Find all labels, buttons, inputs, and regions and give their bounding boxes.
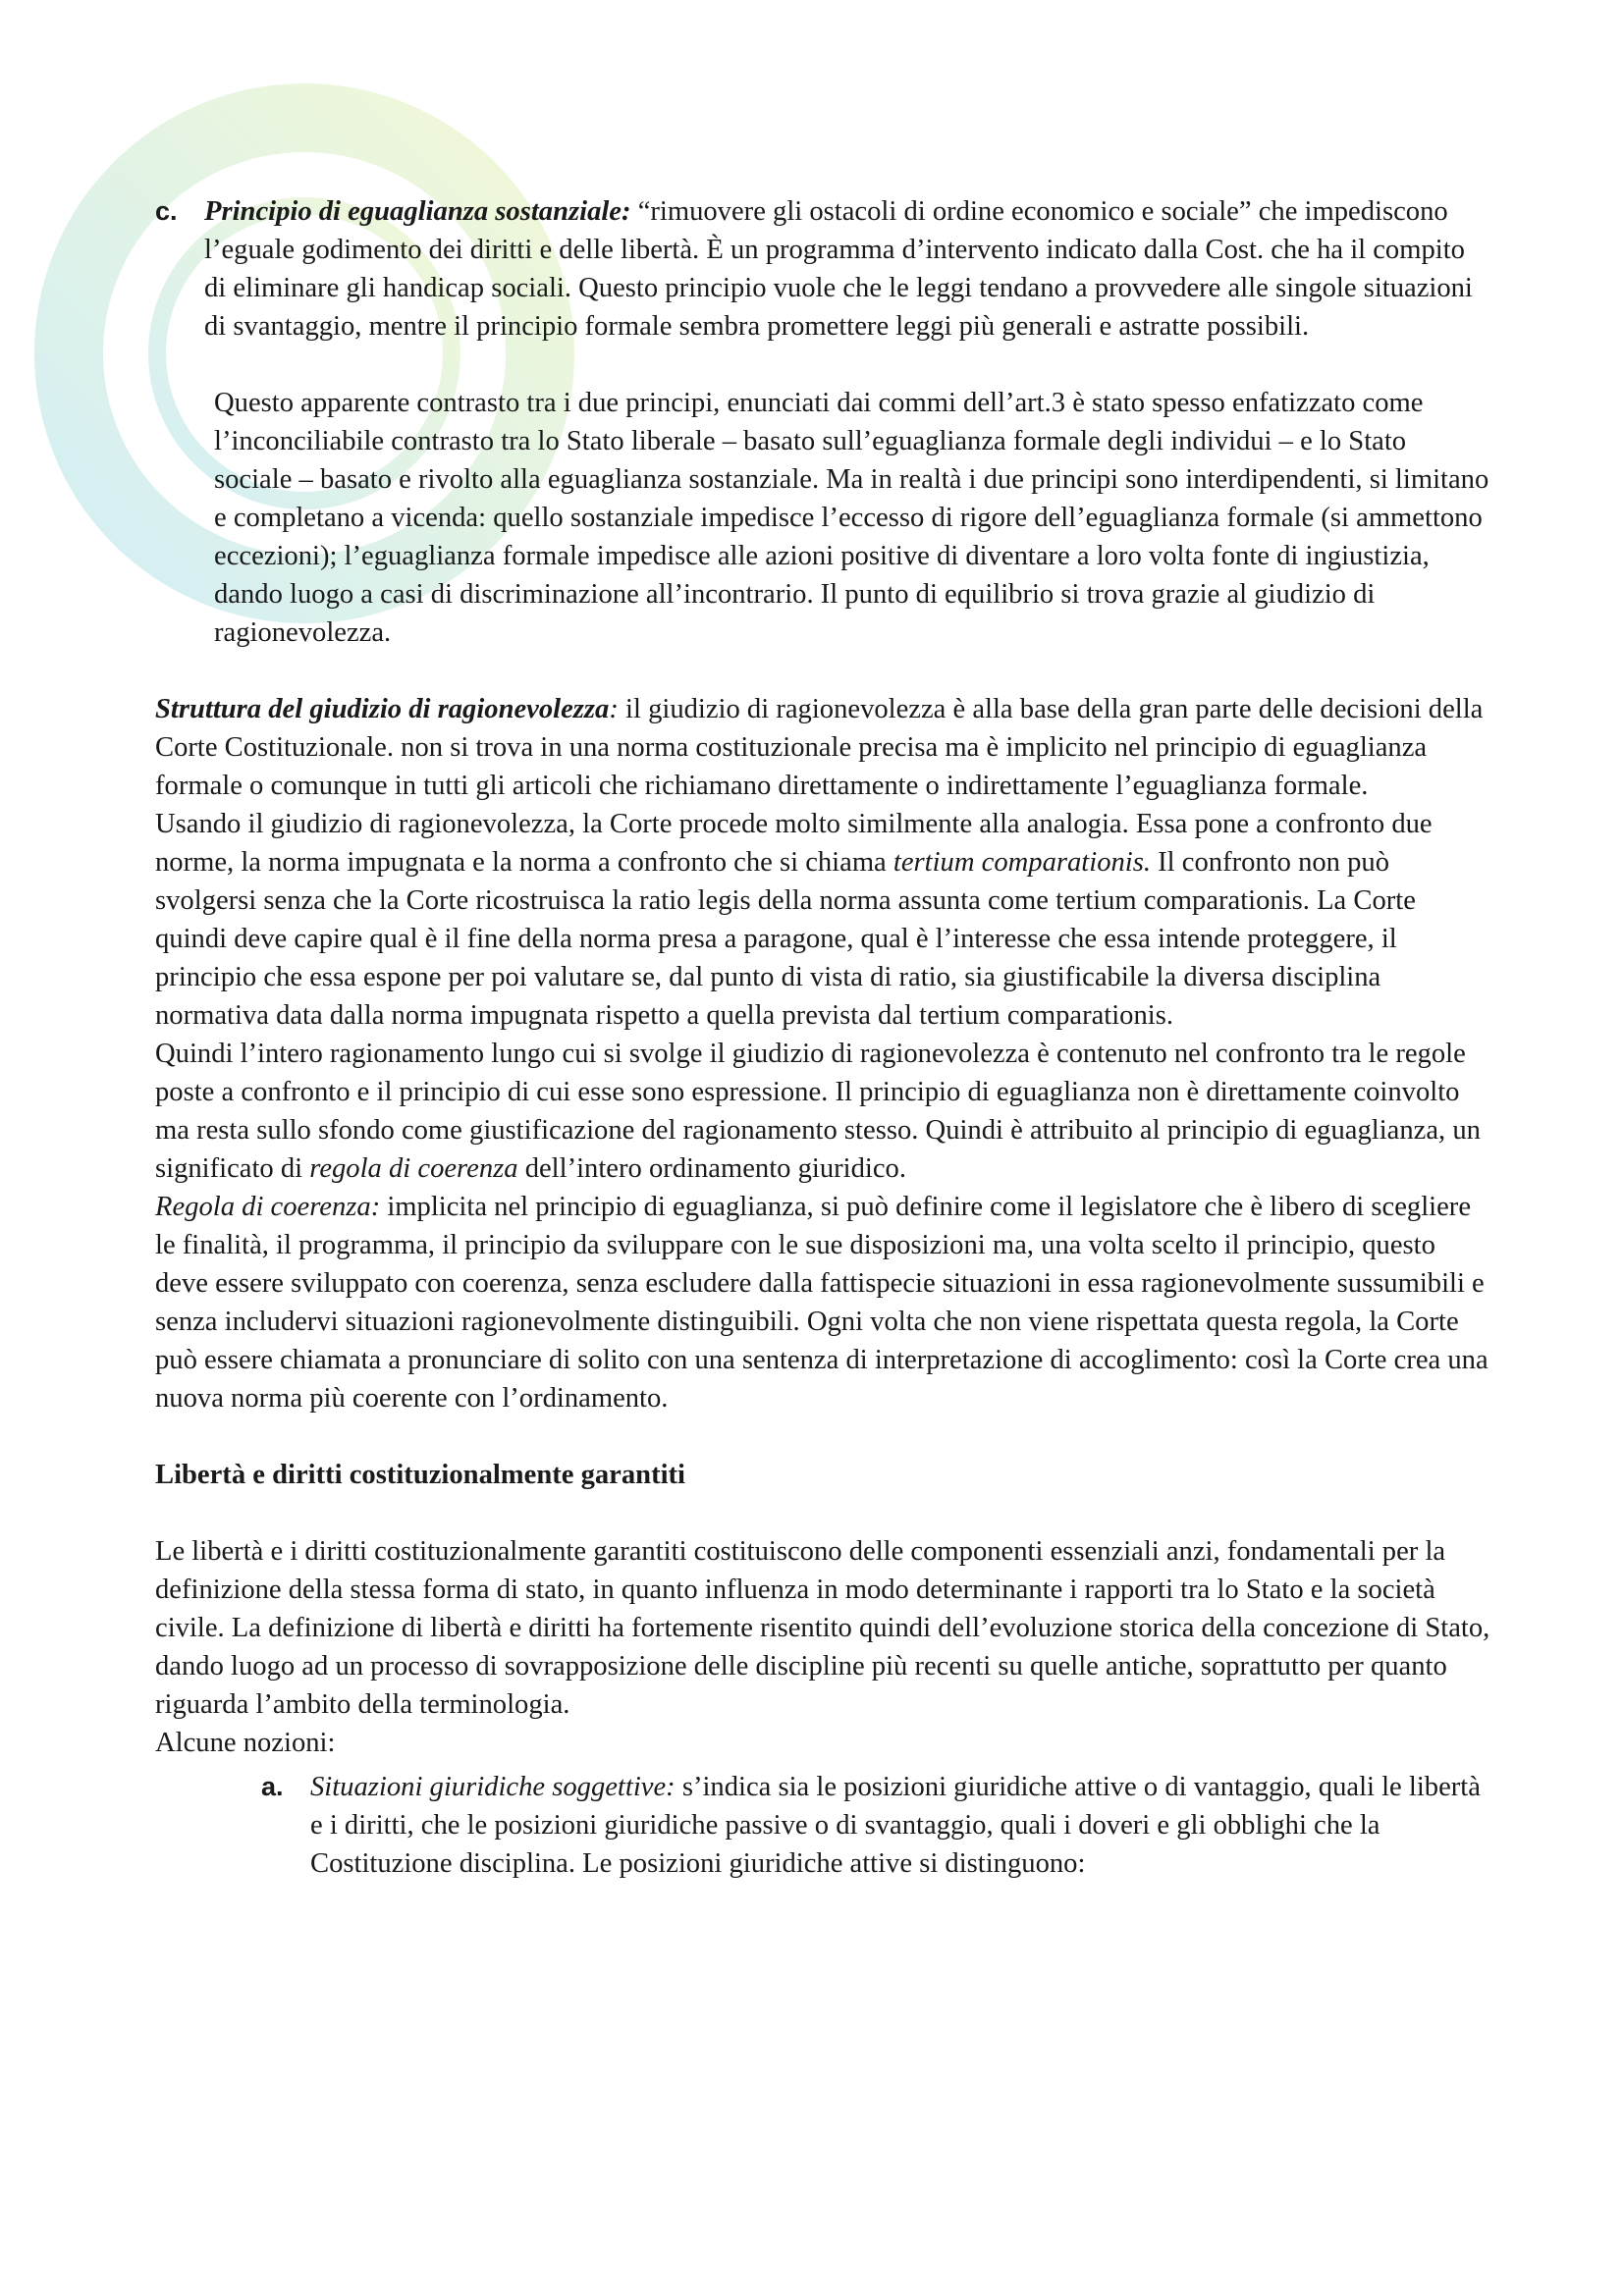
list-item-c <box>155 192 1490 346</box>
term-regola-coerenza: Regola di coerenza: <box>155 1192 381 1222</box>
term-tertium-comparationis: tertium comparationis. <box>893 847 1152 878</box>
paragraph-nozioni: Alcune nozioni: <box>155 1728 336 1758</box>
term-struttura-giudizio: Struttura del giudizio di ragionevolezza <box>155 694 610 724</box>
paragraph-situazioni-giuridiche <box>310 1768 1490 1883</box>
text-quindi-1: Quindi l’intero ragionamento lungo cui si svolge il giudizio di ragionevolezza è contenuto nel confronto tra le regole poste a confronto e il principio di cui esse sono espressione. Il principio di eguaglianza non è direttamente coinvolto ma resta sullo sfondo come giustificazione del ragionamento stesso. Quindi è attribuito al principio di eguaglianza, un significato di <box>155 1039 1481 1184</box>
paragraph-quindi <box>155 1035 1490 1188</box>
term-eguaglianza-sostanziale: Principio di eguaglianza sostanziale: <box>204 196 631 227</box>
term-struttura-colon: : <box>609 694 619 724</box>
term-situazioni-giuridiche: Situazioni giuridiche soggettive: <box>310 1772 676 1802</box>
list-marker-a: a. <box>261 1772 284 1801</box>
text-quindi-2: dell’intero ordinamento giuridico. <box>517 1153 906 1184</box>
document-page <box>155 192 1490 1883</box>
list-marker-c: c. <box>155 196 178 226</box>
text-analogia-2: Il confronto non può svolgersi senza che la Corte ricostruisca la ratio legis della norma assunta come tertium comparationis. La Corte quindi deve capire qual è il fine della norma presa a paragone, qual è l’interesse che essa intende proteggere, il principio che essa espone per poi valutare se, dal punto di vista di ratio, sia giustificabile la diversa disciplina normativa data dalla norma impugnata rispetto a quella prevista dal tertium comparationis. <box>155 847 1416 1031</box>
paragraph-analogia <box>155 805 1490 1035</box>
quote-rimuovere: “rimuovere gli ostacoli di ordine economico e sociale” <box>637 196 1252 227</box>
paragraph-contrasto: Questo apparente contrasto tra i due principi, enunciati dai commi dell’art.3 è stato spesso enfatizzato come l’inconciliabile contrasto tra lo Stato liberale – basato sull’eguaglianza formale degli individui – e lo Stato sociale – basato e rivolto alla eguaglianza sostanziale. Ma in realtà i due principi sono interdipendenti, si limitano e completano a vicenda: quello sostanziale impedisce l’eccesso di rigore dell’eguaglianza formale (si ammettono eccezioni); l’eguaglianza formale impedisce alle azioni positive di diventare a loro volta fonte di ingiustizia, dando luogo a casi di discriminazione all’incontrario. Il punto di equilibrio si trova grazie al giudizio di ragionevolezza. <box>214 388 1489 648</box>
paragraph-struttura <box>155 690 1490 805</box>
paragraph-liberta: Le libertà e i diritti costituzionalmente garantiti costituiscono delle componenti essenziali anzi, fondamentali per la definizione della stessa forma di stato, in quanto influenza in modo determinante i rapporti tra lo Stato e la società civile. La definizione di libertà e diritti ha fortemente risentito quindi dell’evoluzione storica della concezione di Stato, dando luogo ad un processo di sovrapposizione delle discipline più recenti su quelle antiche, soprattutto per quanto riguarda l’ambito della terminologia. <box>155 1536 1490 1720</box>
text-situazioni-giuridiche: s’indica sia le posizioni giuridiche attive o di vantaggio, quali le libertà e i diritti, che le posizioni giuridiche passive o di svantaggio, quali i doveri e gli obblighi che la Costituzione disciplina. Le posizioni giuridiche attive si distinguono: <box>310 1772 1481 1879</box>
section-heading: Libertà e diritti costituzionalmente garantiti <box>155 1460 686 1490</box>
text-struttura: il giudizio di ragionevolezza è alla base della gran parte delle decisioni della Corte Costituzionale. non si trova in una norma costituzionale precisa ma è implicito nel principio di eguaglianza formale o comunque in tutti gli articoli che richiamano direttamente o indirettamente l’eguaglianza formale. <box>155 694 1484 801</box>
text-regola-coerenza: implicita nel principio di eguaglianza, si può definire come il legislatore che è libero di scegliere le finalità, il programma, il principio da sviluppare con le sue disposizioni ma, una volta scelto il principio, questo deve essere sviluppato con coerenza, senza escludere dalla fattispecie situazioni in essa ragionevolmente sussumibili e senza includervi situazioni ragionevolmente distinguibili. Ogni volta che non viene rispettata questa regola, la Corte può essere chiamata a pronunciare di solito con una sentenza di interpretazione di accoglimento: così la Corte crea una nuova norma più coerente con l’ordinamento. <box>155 1192 1488 1414</box>
paragraph-regola-coerenza <box>155 1188 1490 1417</box>
term-regola-di-coerenza: regola di coerenza <box>309 1153 518 1184</box>
text-analogia-1: Usando il giudizio di ragionevolezza, la Corte procede molto similmente alla analogia. Essa pone a confronto due norme, la norma impugnata e la norma a confronto che si chiama <box>155 809 1433 878</box>
paragraph-eguaglianza-sostanziale <box>204 192 1490 346</box>
text-eguaglianza-sostanziale: che impediscono l’eguale godimento dei diritti e delle libertà. È un programma d’intervento indicato dalla Cost. che ha il compito di eliminare gli handicap sociali. Questo principio vuole che le leggi tendano a provvedere alle singole situazioni di svantaggio, mentre il principio formale sembra promettere leggi più generali e astratte possibili. <box>204 196 1473 342</box>
list-item-a <box>261 1768 1490 1883</box>
